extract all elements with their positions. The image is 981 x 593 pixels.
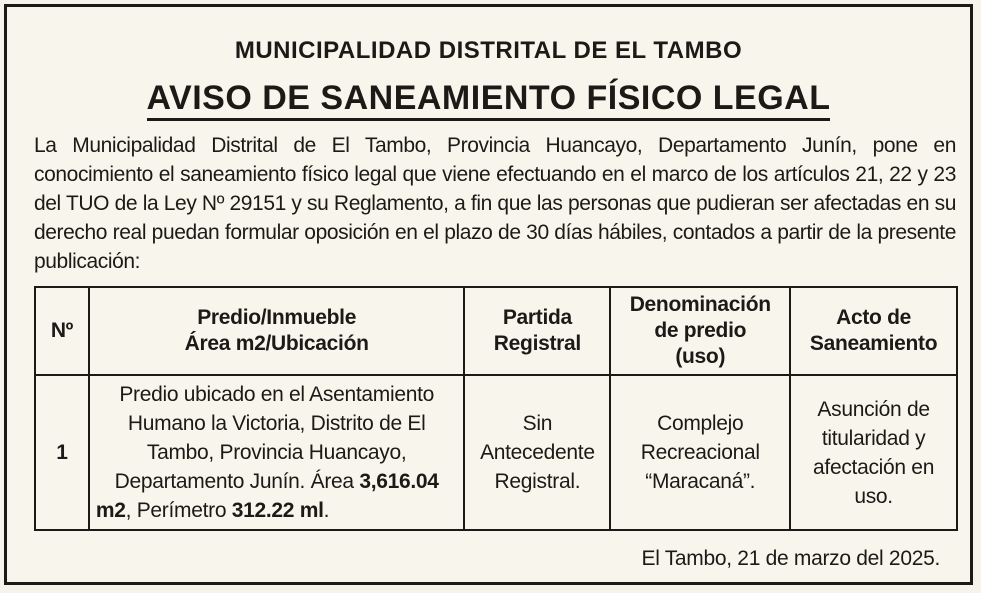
row-denominacion: Complejo Recreacional “Maracaná”. [610,375,790,530]
area-value: 3,616.04 m2 [95,470,439,522]
header-acto: Acto de Saneamiento [790,287,957,375]
row-partida: Sin Antecedente Registral. [464,375,610,530]
header-partida: Partida Registral [464,287,610,375]
intro-paragraph: La Municipalidad Distrital de El Tambo, Provincia Huancayo, Departamento Junín, pone en conocimiento el saneamiento físico legal que viene efectuando en el marco de los artículos 21, 22 y 23 del TUO de la Ley Nº 29151 y su Reglamento, a fin que las personas que pudieran ser afectadas en su derecho real puedan formular oposición en el plazo de 30 días hábiles, contados a partir de la presente publicación: [34,134,956,273]
notice-title-text: AVISO DE SANEAMIENTO FÍSICO LEGAL [147,79,831,121]
table-row [35,375,957,530]
row-description: Predio ubicado en el Asentamiento Humano la Victoria, Distrito de El Tambo, Provincia Huancayo, Departamento Junín. Área 3,616.04 m2, Perímetro 312.22 ml. [89,375,465,530]
header-predio: Predio/Inmueble Área m2/Ubicación [89,287,465,375]
table-header-row [35,287,957,375]
header-number: Nº [35,287,89,375]
notice-frame [4,4,973,585]
perimeter-value: 312.22 ml [231,499,324,522]
sanitation-table [34,286,958,531]
organization-title: MUNICIPALIDAD DISTRITAL DE EL TAMBO [234,37,743,64]
header-denominacion: Denominación de predio (uso) [610,287,790,375]
notice-title [7,79,970,121]
footer-date: El Tambo, 21 de marzo del 2025. [641,547,940,570]
row-acto: Asunción de titularidad y afectación en uso. [790,375,957,530]
row-number: 1 [35,375,89,530]
